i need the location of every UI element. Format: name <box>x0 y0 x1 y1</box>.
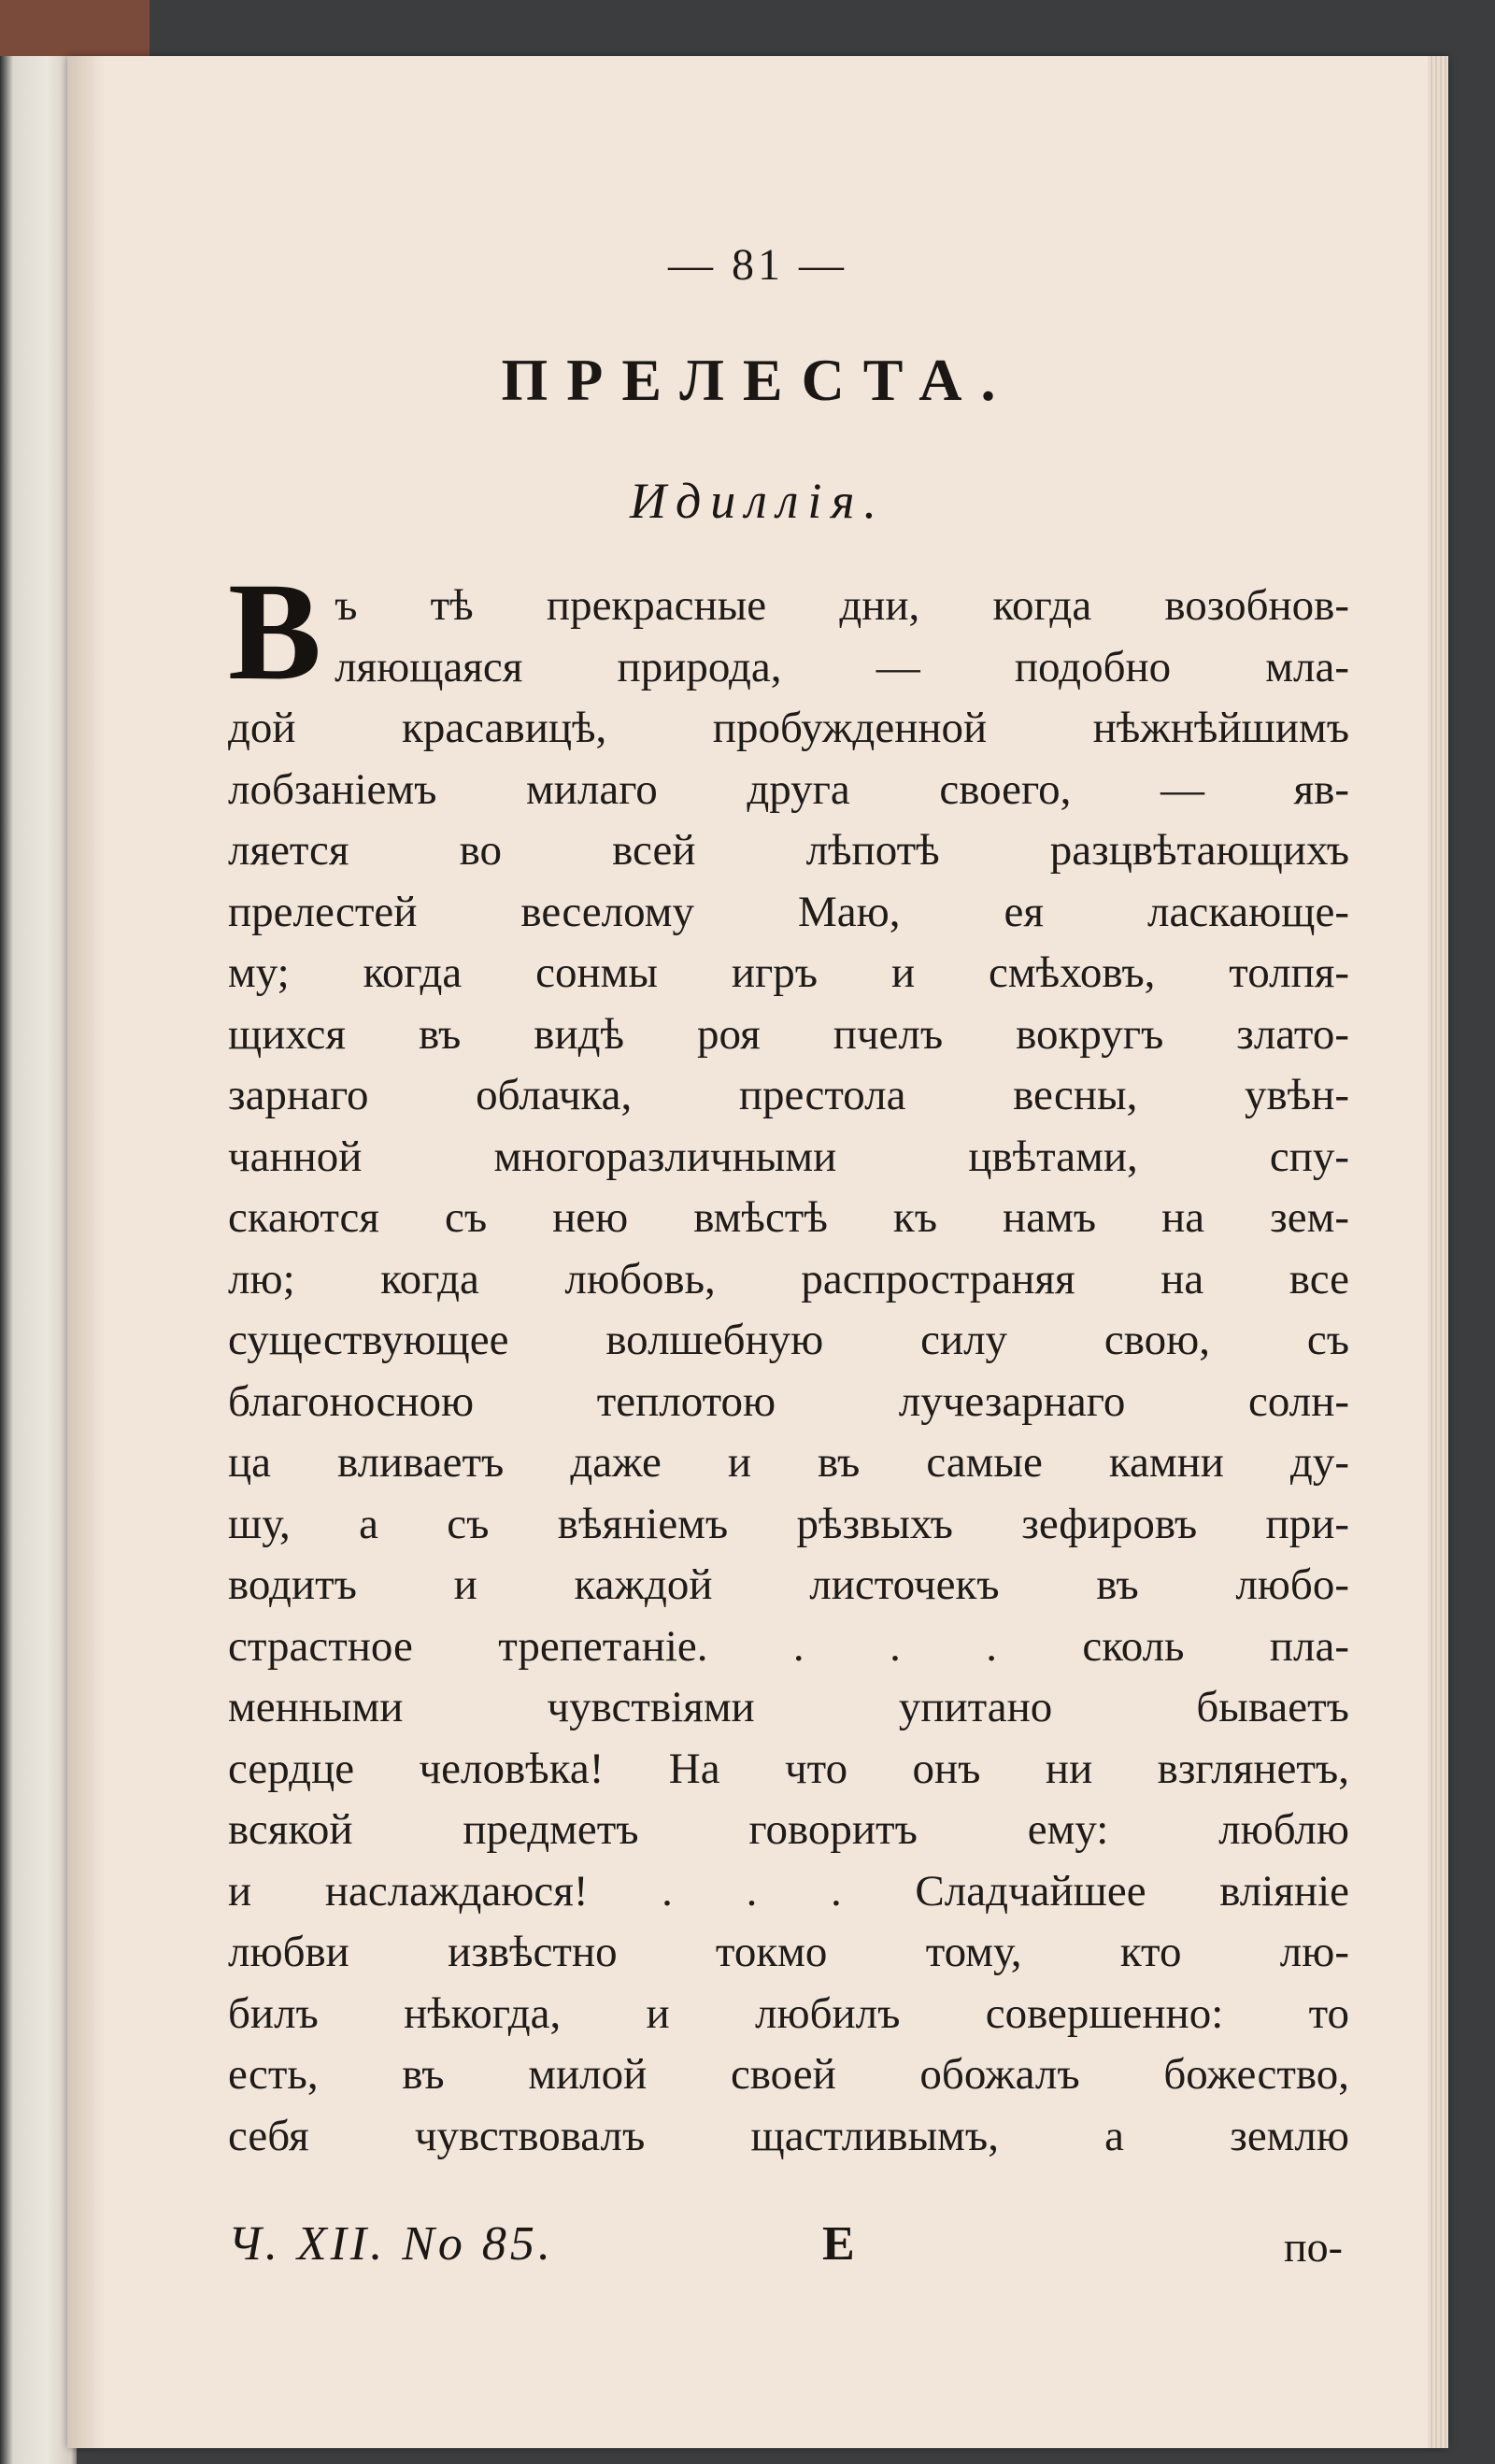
text-line: всякой предметъ говоритъ ему: люблю <box>228 1805 1349 1854</box>
text-line: благоносною теплотою лучезарнаго солн- <box>228 1376 1349 1426</box>
text-line: себя чувствовалъ щастливымъ, а землю <box>228 2111 1349 2160</box>
text-line: зарнаго облачка, престола весны, увѣн- <box>228 1071 1349 1119</box>
text-line: менными чувствіями упитано бываетъ <box>228 1683 1349 1731</box>
text-line: скаются съ нею вмѣстѣ къ намъ на зем- <box>228 1193 1349 1242</box>
catchword: по- <box>1284 2223 1343 2271</box>
book-page <box>67 56 1448 2448</box>
body-text <box>228 554 1349 2167</box>
text-line: существующее волшебную силу свою, съ <box>228 1316 1349 1364</box>
text-line: билъ нѣкогда, и любилъ совершенно: то <box>228 1988 1349 2038</box>
text-line: и наслаждаюся! . . . Сладчайшее вліяніе <box>228 1866 1349 1916</box>
binding-tab <box>0 0 150 56</box>
page-subtitle: Идиллія. <box>629 473 886 529</box>
text-line: ляющаяся природа, — подобно мла- <box>335 642 1349 691</box>
text-line: ца вливаетъ даже и въ самые камни ду- <box>228 1438 1349 1487</box>
previous-page-edge <box>0 0 77 2464</box>
page-stack-edge <box>1428 56 1448 2448</box>
text-line: му; когда сонмы игръ и смѣховъ, толпя- <box>228 948 1349 997</box>
text-line: страстное трепетаніе. . . . сколь пла- <box>228 1621 1349 1671</box>
text-line: сердце человѣка! На что онъ ни взглянетъ, <box>228 1744 1349 1793</box>
text-line: лю; когда любовь, распространяя на все <box>228 1254 1349 1303</box>
text-line: лобзаніемъ милаго друга своего, — яв- <box>228 764 1349 814</box>
signature-mark: Ч. XII. No 85. <box>228 2217 554 2271</box>
signature-letter: Е <box>822 2217 855 2271</box>
text-line: водитъ и каждой листочекъ въ любо- <box>228 1560 1349 1609</box>
text-line: есть, въ милой своей обожалъ божество, <box>228 2050 1349 2099</box>
text-line: шу, а съ вѣяніемъ рѣзвыхъ зефировъ при- <box>228 1499 1349 1548</box>
text-line: ляется во всей лѣпотѣ разцвѣтающихъ <box>228 826 1349 875</box>
text-line: щихся въ видѣ роя пчелъ вокругъ злато- <box>228 1009 1349 1059</box>
text-line: любви извѣстно токмо тому, кто лю- <box>228 1928 1349 1976</box>
page-number: — 81 — <box>668 240 847 290</box>
drop-cap: В <box>228 554 322 709</box>
text-line: чанной многоразличными цвѣтами, спу- <box>228 1132 1349 1181</box>
text-line: ъ тѣ прекрасные дни, когда возобнов- <box>335 581 1349 630</box>
text-line: дой красавицѣ, пробужденной нѣжнѣйшимъ <box>228 704 1349 752</box>
text-line: прелестей веселому Маю, ея ласкающе- <box>228 887 1349 936</box>
page-title: ПРЕЛЕСТА. <box>501 347 1015 413</box>
